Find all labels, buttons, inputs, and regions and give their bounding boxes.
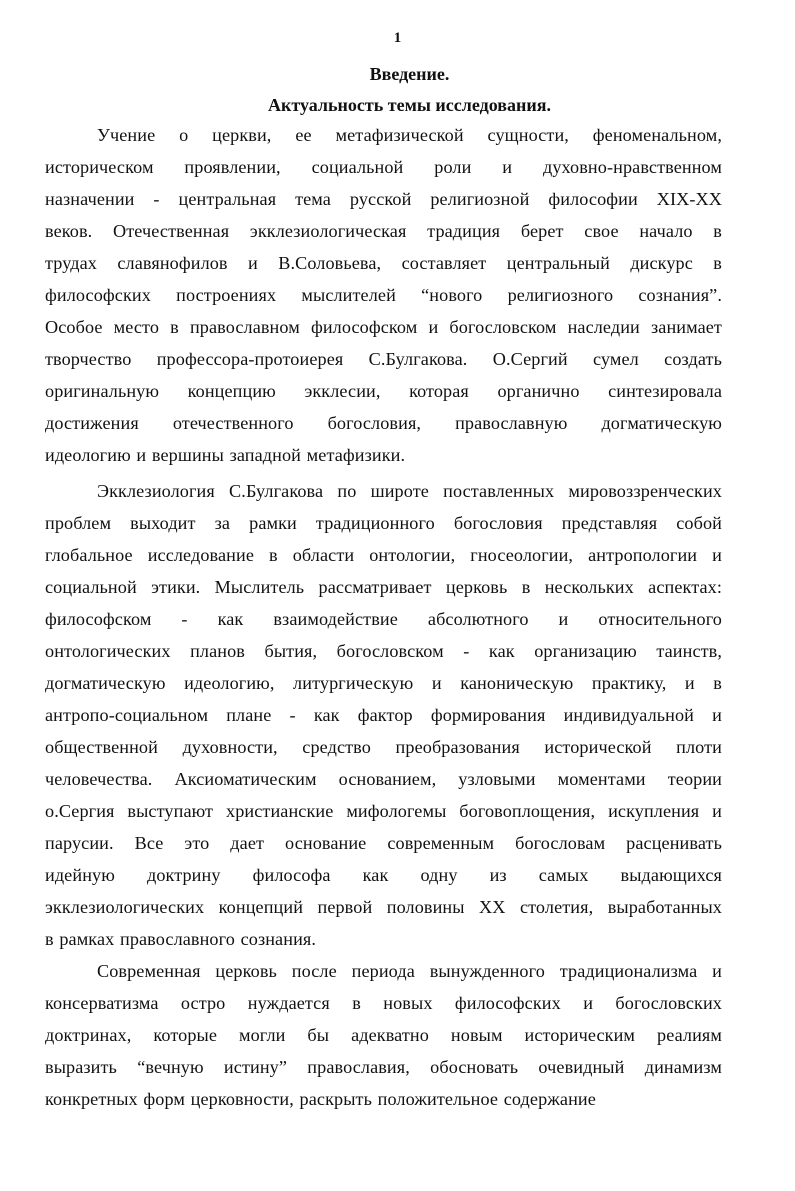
text-line: доктринах, которые могли бы адекватно новым историческим реалиям xyxy=(45,1025,722,1045)
text-line: назначении - центральная тема русской религиозной философии XIX-XX xyxy=(45,189,722,209)
text-line: человечества. Аксиоматическим основанием, узловыми моментами теории xyxy=(45,769,722,789)
text-line: идейную доктрину философа как одну из самых выдающихся xyxy=(45,865,722,885)
text-line: трудах славянофилов и В.Соловьева, составляет центральный дискурс в xyxy=(45,253,722,273)
text-line: Экклезиология С.Булгакова по широте поставленных мировоззренческих xyxy=(97,481,722,501)
text-line: веков. Отечественная экклезиологическая традиция берет свое начало в xyxy=(45,221,722,241)
text-line: парусии. Все это дает основание современным богословам расценивать xyxy=(45,833,722,853)
section-title: Введение. xyxy=(369,64,450,84)
text-line: идеологию и вершины западной метафизики. xyxy=(45,445,406,465)
text-line: онтологических планов бытия, богословском - как организацию таинств, xyxy=(45,641,722,661)
paragraph-2 xyxy=(45,475,722,955)
text-line: глобальное исследование в области онтологии, гносеологии, антропологии и xyxy=(45,545,722,565)
text-line: проблем выходит за рамки традиционного богословия представляя собой xyxy=(45,513,722,533)
text-line: достижения отечественного богословия, православную догматическую xyxy=(45,413,722,433)
text-line: социальной этики. Мыслитель рассматривает церковь в нескольких аспектах: xyxy=(45,577,722,597)
text-line: консерватизма остро нуждается в новых философских и богословских xyxy=(45,993,722,1013)
text-line: творчество профессора-протоиерея С.Булгакова. О.Сергий сумел создать xyxy=(45,349,722,369)
text-line: Особое место в православном философском и богословском наследии занимает xyxy=(45,317,722,337)
text-line: оригинальную концепцию экклесии, которая органично синтезировала xyxy=(45,381,722,401)
paragraph-3 xyxy=(45,955,722,1115)
text-line: Современная церковь после периода вынужденного традиционализма и xyxy=(97,961,722,981)
text-line: выразить “вечную истину” православия, обосновать очевидный динамизм xyxy=(45,1057,722,1077)
text-line: философском - как взаимодействие абсолютного и относительного xyxy=(45,609,722,629)
text-line: экклезиологических концепций первой половины XX столетия, выработанных xyxy=(45,897,722,917)
text-line: общественной духовности, средство преобразования исторической плоти xyxy=(45,737,722,757)
text-line: догматическую идеологию, литургическую и каноническую практику, и в xyxy=(45,673,722,693)
text-line: конкретных форм церковности, раскрыть положительное содержание xyxy=(45,1089,596,1109)
text-line: Учение о церкви, ее метафизической сущности, феноменальном, xyxy=(97,125,722,145)
text-line: в рамках православного сознания. xyxy=(45,929,317,949)
page-number: 1 xyxy=(393,30,402,46)
text-line: философских построениях мыслителей “нового религиозного сознания”. xyxy=(45,285,722,305)
text-line: историческом проявлении, социальной роли и духовно-нравственном xyxy=(45,157,722,177)
paragraph-1 xyxy=(45,119,722,471)
text-line: антропо-социальном плане - как фактор формирования индивидуальной и xyxy=(45,705,722,725)
text-line: о.Сергия выступают христианские мифологемы боговоплощения, искупления и xyxy=(45,801,722,821)
section-subtitle: Актуальность темы исследования. xyxy=(268,95,551,115)
